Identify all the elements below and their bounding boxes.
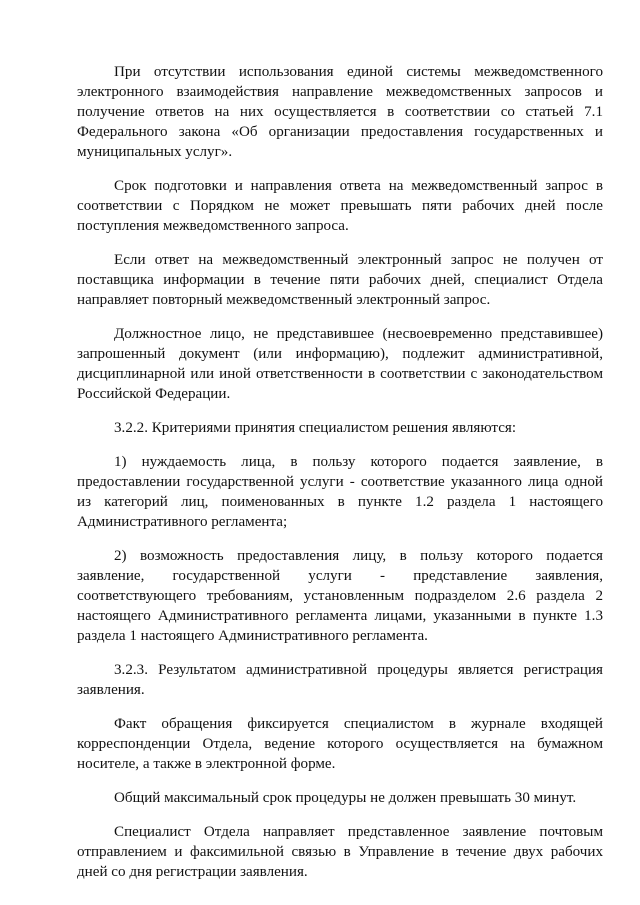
document-page: [77, 62, 603, 882]
paragraph-forwarding: Специалист Отдела направляет представленное заявление почтовым отправлением и факсимильной связью в Управление в течение двух рабочих дней со дня регистрации заявления.: [77, 824, 603, 880]
paragraph-criterion-2: 2) возможность предоставления лицу, в пользу которого подается заявление, государственной услуги - представление заявления, соответствующего требованиям, установленным подразделом 2.6 раздела 2 настоящего Административного регламента лицами, указанными в пункте 1.3 раздела 1 настоящего Административного регламента.: [77, 548, 603, 644]
paragraph-interagency-requests: При отсутствии использования единой системы межведомственного электронного взаимодействия направление межведомственных запросов и получение ответов на них осуществляется в соответствии со статьей 7.1 Федерального закона «Об организации предоставления государственных и муниципальных услуг».: [77, 64, 603, 160]
paragraph-official-liability: Должностное лицо, не представившее (несвоевременно представившее) запрошенный документ (или информацию), подлежит административной, дисциплинарной или иной ответственности в соответствии с законодательством Российской Федерации.: [77, 326, 603, 402]
paragraph-section-3-2-3: 3.2.3. Результатом административной процедуры является регистрация заявления.: [77, 662, 603, 698]
paragraph-section-3-2-2: 3.2.2. Критериями принятия специалистом решения являются:: [114, 420, 517, 436]
paragraph-max-duration: Общий максимальный срок процедуры не должен превышать 30 минут.: [114, 790, 577, 806]
paragraph-repeat-request: Если ответ на межведомственный электронный запрос не получен от поставщика информации в течение пяти рабочих дней, специалист Отдела направляет повторный межведомственный электронный запрос.: [77, 252, 603, 308]
paragraph-registration-journal: Факт обращения фиксируется специалистом в журнале входящей корреспонденции Отдела, ведение которого осуществляется на бумажном носителе, а также в электронной форме.: [77, 716, 603, 772]
paragraph-response-deadline: Срок подготовки и направления ответа на межведомственный запрос в соответствии с Порядком не может превышать пяти рабочих дней после поступления межведомственного запроса.: [77, 178, 603, 234]
paragraph-criterion-1: 1) нуждаемость лица, в пользу которого подается заявление, в предоставлении государственной услуги - соответствие указанного лица одной из категорий лиц, поименованных в пункте 1.2 раздела 1 настоящего Административного регламента;: [77, 454, 603, 530]
